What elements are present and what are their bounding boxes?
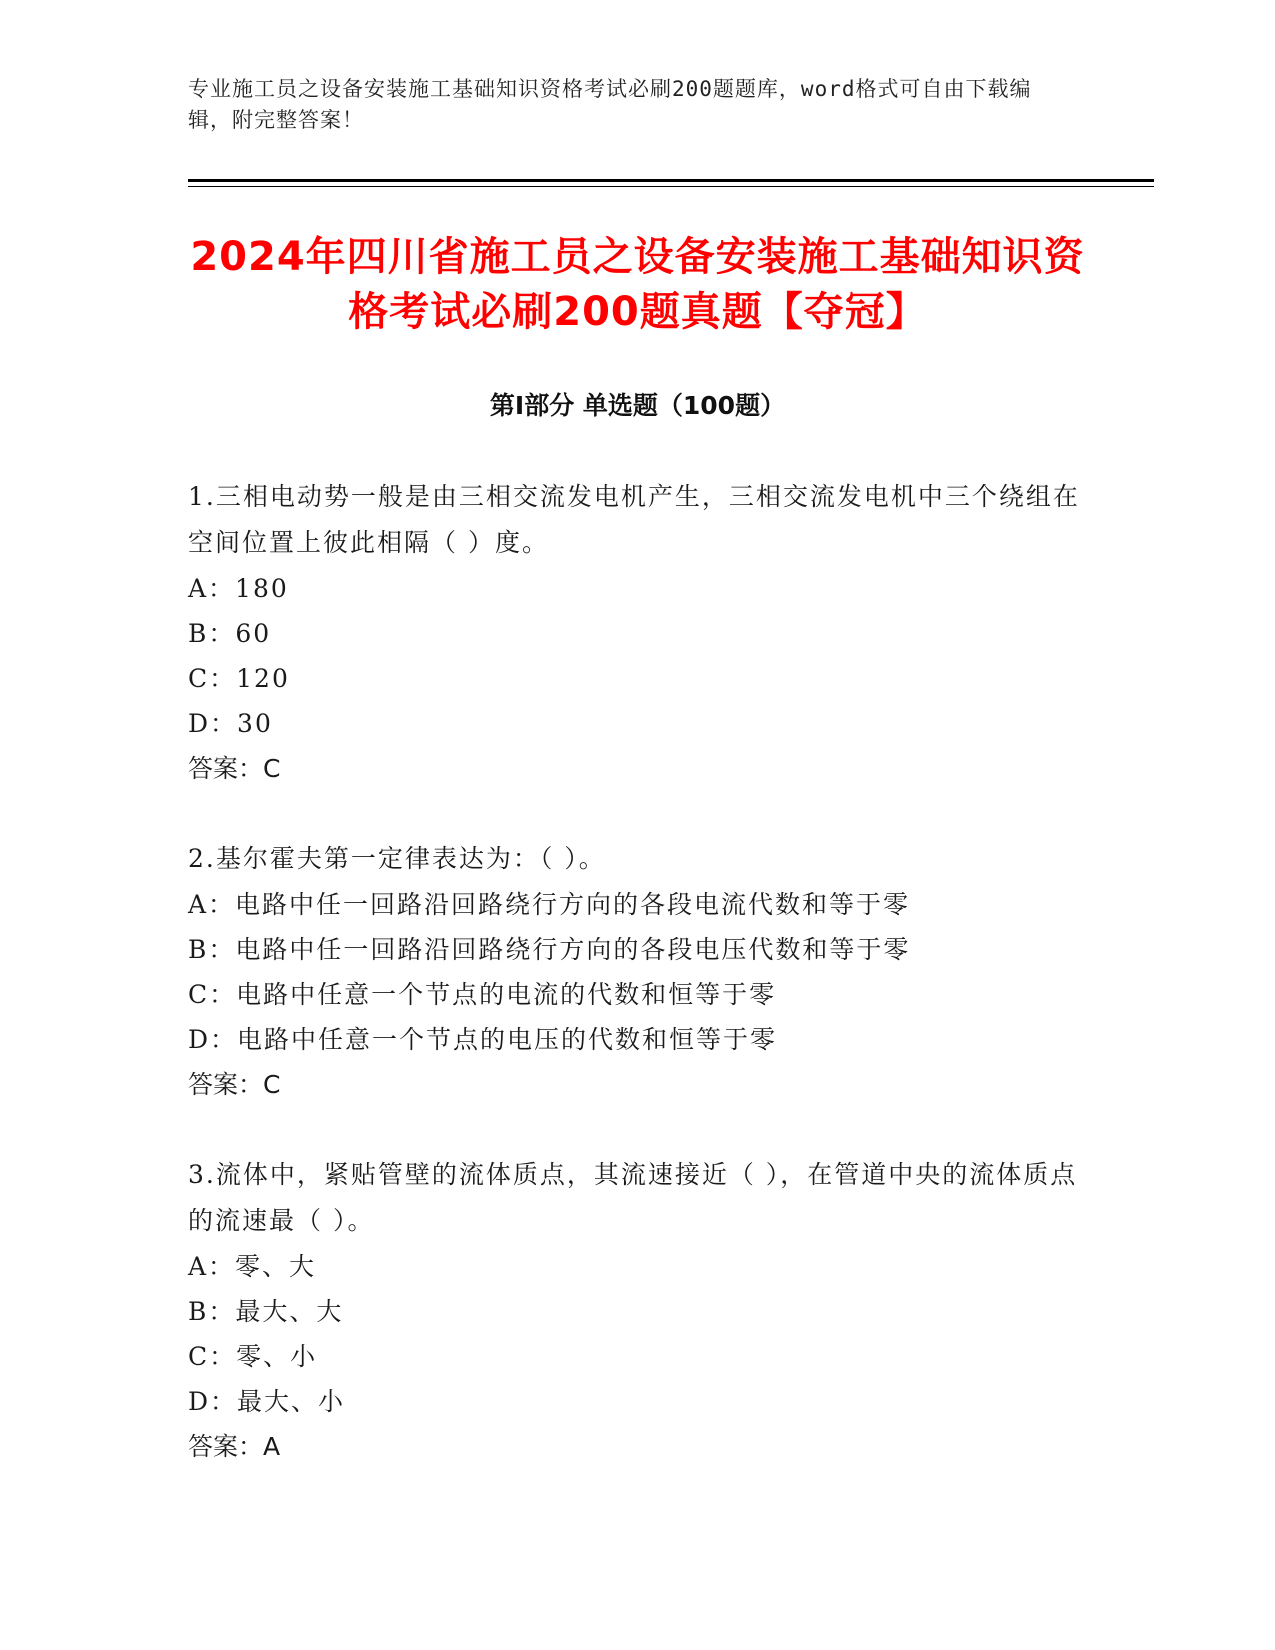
question-stem: 3.流体中，紧贴管壁的流体质点，其流速接近（ ），在管道中央的流体质点的流速最（ ）。	[188, 1160, 1078, 1235]
answer: 答案：A	[188, 1432, 281, 1461]
header-rule-thin	[188, 186, 1154, 187]
option-a: A：180	[188, 574, 289, 603]
option-c: C：120	[188, 664, 290, 693]
question-stem: 2.基尔霍夫第一定律表达为：（ ）。	[188, 844, 606, 873]
answer: 答案：C	[188, 1070, 281, 1099]
option-d: D：电路中任意一个节点的电压的代数和恒等于零	[188, 1025, 778, 1054]
question-2	[188, 836, 1088, 1108]
option-b: B：电路中任一回路沿回路绕行方向的各段电压代数和等于零	[188, 935, 911, 964]
question-stem: 1.三相电动势一般是由三相交流发电机产生，三相交流发电机中三个绕组在空间位置上彼此相隔（ ）度。	[188, 482, 1080, 557]
document-title: 2024年四川省施工员之设备安装施工基础知识资格考试必刷200题真题【夺冠】	[190, 234, 1085, 335]
option-a: A：零、大	[188, 1252, 317, 1281]
option-d: D：30	[188, 709, 273, 738]
answer: 答案：C	[188, 754, 281, 783]
question-list	[188, 474, 1088, 1514]
question-3	[188, 1152, 1088, 1470]
option-d: D：最大、小	[188, 1387, 346, 1416]
option-c: C：零、小	[188, 1342, 318, 1371]
option-a: A：电路中任一回路沿回路绕行方向的各段电流代数和等于零	[188, 890, 911, 919]
section-heading: 第Ⅰ部分 单选题（100题）	[489, 391, 786, 420]
option-c: C：电路中任意一个节点的电流的代数和恒等于零	[188, 980, 777, 1009]
header-note: 专业施工员之设备安装施工基础知识资格考试必刷200题题库，word格式可自由下载编辑，附完整答案！	[188, 77, 1032, 132]
question-1	[188, 474, 1088, 792]
option-b: B：最大、大	[188, 1297, 344, 1326]
option-b: B：60	[188, 619, 272, 648]
header-rule-thick	[188, 179, 1154, 182]
